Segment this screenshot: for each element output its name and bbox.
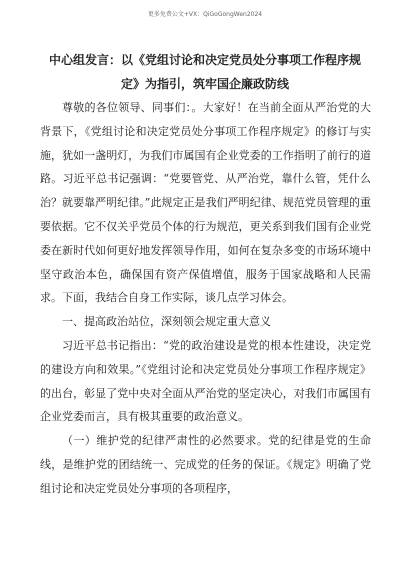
paragraph-section-1: 习近平总书记指出：“党的政治建设是党的根本性建设，决定党的建设方向和效果。”《党组讨论和决定党员处分事项工作程序规定》的出台，彰显了党中央对全面从严治党的坚定决心，对我们市属国有企业党委而言，具有极其重要的政治意义。 xyxy=(40,338,371,424)
document-title: 中心组发言：以《党组讨论和决定党员处分事项工作程序规定》为指引，筑牢国企廉政防线 xyxy=(48,53,361,91)
header-watermark: 更多免费公文+VX：QiGoGongWen2024 xyxy=(147,11,263,18)
section-heading-1: 一、提高政治站位，深刻领会规定重大意义 xyxy=(62,315,271,329)
paragraph-subsection-1: （一）维护党的纪律严肃性的必然要求。党的纪律是党的生命线，是维护党的团结统一、完成党的任务的保证。《规定》明确了党组讨论和决定党员处分事项的各项程序， xyxy=(40,434,371,495)
paragraph-greeting: 尊敬的各位领导、同事们：。大家好！在当前全面从严治党的大背景下，《党组讨论和决定党员处分事项工作程序规定》的修订与实施，犹如一盏明灯，为我们市属国有企业党委的工作指明了前行的道路。习近平总书记强调：“党要管党、从严治党，靠什么管，凭什么治？就要靠严明纪律。”此规定正是我们严明纪律、规范党员管理的重要依据。它不仅关乎党员个体的行为规范，更关系到我们国有企业党委在新时代如何更好地发挥领导作用，如何在复杂多变的市场环境中坚守政治本色，确保国有资产保值增值，服务于国家战略和人民需求。下面，我结合自身工作实际，谈几点学习体会。 xyxy=(40,101,371,305)
document-body xyxy=(40,96,371,501)
